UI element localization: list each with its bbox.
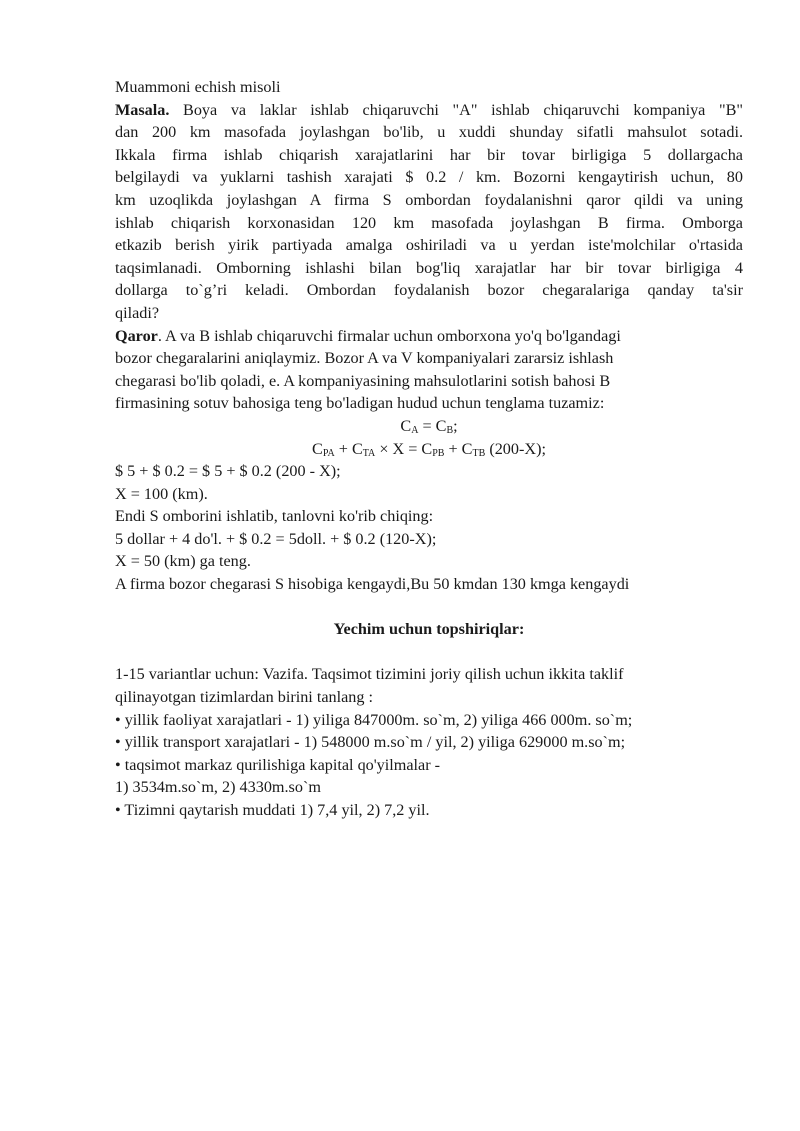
- solution-paragraph: [115, 325, 743, 415]
- problem-line: taqsimlanadi. Omborning ishlashi bilan bog'liq xarajatlar har bir tovar birligiga 4: [115, 258, 743, 277]
- calculation-line: 5 dollar + 4 do'l. + $ 0.2 = 5doll. + $ 0.2 (120-X);: [115, 529, 437, 548]
- calculation-line: X = 100 (km).: [115, 484, 208, 503]
- document-title: Muammoni echish misoli: [115, 78, 281, 96]
- problem-line: etkazib berish yirik partiyada amalga oshiriladi va u yerdan iste'molchilar o'rtasida: [115, 236, 743, 255]
- task-line: 1-15 variantlar uchun: Vazifa. Taqsimot tizimini joriy qilish uchun ikkita taklif: [115, 665, 624, 684]
- task-line: • yillik faoliyat xarajatlari - 1) yiliga 847000m. so`m, 2) yiliga 466 000m. so`m;: [115, 710, 633, 729]
- spacer: [115, 641, 743, 664]
- equation-1: $C_A = C_B$;: [400, 416, 458, 436]
- problem-line: qiladi?: [115, 303, 160, 322]
- task-line: • yillik transport xarajatlari - 1) 548000 m.so`m / yil, 2) yiliga 629000 m.so`m;: [115, 733, 626, 752]
- solution-line: bozor chegaralarini aniqlaymiz. Bozor A va V kompaniyalari zararsiz ishlash: [115, 349, 614, 368]
- task-line: qilinayotgan tizimlardan birini tanlang :: [115, 688, 374, 707]
- problem-line: ishlab chiqarish korxonasidan 120 km masofada joylashgan B firma. Omborga: [115, 213, 743, 232]
- problem-label: Masala.: [115, 100, 170, 119]
- problem-paragraph: [115, 99, 743, 325]
- solution-line: Qaror. A va B ishlab chiqaruvchi firmalar uchun omborxona yo'q bo'lgandagi: [115, 326, 621, 345]
- problem-line: km uzoqlikda joylashgan A firma S ombordan foydalanishni qaror qildi va uning: [115, 190, 743, 209]
- task-block: [115, 663, 743, 821]
- problem-line: Ikkala firma ishlab chiqarish xarajatlarini har bir tovar birligiga 5 dollargacha: [115, 145, 743, 164]
- calculation-line: X = 50 (km) ga teng.: [115, 552, 251, 571]
- problem-line: Masala. Boya va laklar ishlab chiqaruvchi "A" ishlab chiqaruvchi kompaniya "B": [115, 100, 743, 119]
- document-page: [115, 76, 743, 822]
- solution-line: firmasining sotuv bahosiga teng bo'ladigan hudud uchun tenglama tuzamiz:: [115, 394, 605, 413]
- solution-label: Qaror: [115, 326, 158, 345]
- calculation-line: A firma bozor chegarasi S hisobiga kengaydi,Bu 50 kmdan 130 kmga kengaydi: [115, 575, 630, 594]
- calculation-line: Endi S omborini ishlatib, tanlovni ko'rib chiqing:: [115, 507, 434, 526]
- section-heading: Yechim uchun topshiriqlar:: [333, 620, 525, 639]
- task-line: 1) 3534m.so`m, 2) 4330m.so`m: [115, 778, 321, 797]
- task-line: • taqsimot markaz qurilishiga kapital qo'yilmalar -: [115, 755, 441, 774]
- problem-line: belgilaydi va yuklarni tashish xarajati $ 0.2 / km. Bozorni kengaytirish uchun, 80: [115, 168, 743, 187]
- problem-line: dan 200 km masofada joylashgan bo'lib, u xuddi shunday sifatli mahsulot sotadi.: [115, 123, 743, 142]
- spacer: [115, 596, 743, 619]
- task-line: • Tizimni qaytarish muddati 1) 7,4 yil, 2) 7,2 yil.: [115, 801, 430, 819]
- calculation-block: [115, 460, 743, 596]
- calculation-line: $ 5 + $ 0.2 = $ 5 + $ 0.2 (200 - X);: [115, 462, 341, 481]
- solution-line: chegarasi bo'lib qoladi, e. A kompaniyasining mahsulotlarini sotish bahosi B: [115, 371, 611, 390]
- equation-2: $C_{PA} + C_{TA} \times X = C_{PB} + C_{TB}$ (200-X);: [312, 439, 546, 459]
- problem-line: dollarga to`g’ri keladi. Ombordan foydalanish bozor chegaralariga qanday ta'sir: [115, 281, 743, 300]
